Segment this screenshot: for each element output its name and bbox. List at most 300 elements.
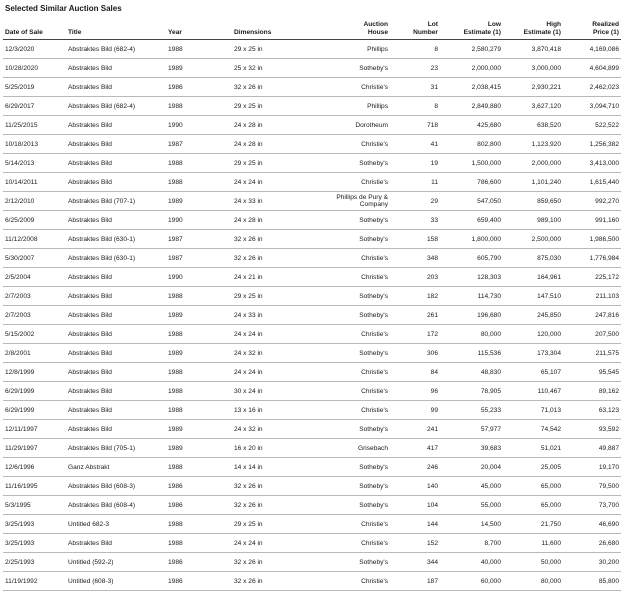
cell-lot-number: 144: [390, 515, 440, 534]
cell-low-estimate: 57,977: [440, 420, 503, 439]
cell-year: 1990: [166, 116, 232, 135]
col-header-realized-price: Realized Price (1): [563, 14, 621, 40]
cell-realized-price: 95,545: [563, 363, 621, 382]
cell-dimensions: 32 x 26 in: [232, 78, 327, 97]
cell-realized-price: 79,500: [563, 477, 621, 496]
cell-year: 1989: [166, 420, 232, 439]
cell-date: 2/25/1993: [3, 553, 66, 572]
cell-low-estimate: 8,700: [440, 534, 503, 553]
table-row: [3, 306, 621, 325]
cell-dimensions: 24 x 28 in: [232, 211, 327, 230]
cell-auction-house: Sotheby's: [327, 287, 390, 306]
table-row: [3, 458, 621, 477]
cell-auction-house: Sotheby's: [327, 553, 390, 572]
cell-lot-number: 306: [390, 344, 440, 363]
cell-high-estimate: 2,000,000: [503, 154, 563, 173]
cell-realized-price: 3,413,000: [563, 154, 621, 173]
table-row: [3, 230, 621, 249]
cell-lot-number: 8: [390, 97, 440, 116]
table-row: [3, 249, 621, 268]
cell-title: Abstraktes Bild: [66, 401, 166, 420]
table-row: [3, 401, 621, 420]
cell-title: Abstraktes Bild: [66, 135, 166, 154]
cell-lot-number: 158: [390, 230, 440, 249]
table-row: [3, 287, 621, 306]
cell-lot-number: 96: [390, 382, 440, 401]
cell-title: Abstraktes Bild (608-3): [66, 477, 166, 496]
cell-year: 1986: [166, 477, 232, 496]
table-row: [3, 192, 621, 211]
cell-realized-price: 207,500: [563, 325, 621, 344]
col-header-auction-house: Auction House: [327, 14, 390, 40]
cell-high-estimate: 875,030: [503, 249, 563, 268]
cell-low-estimate: 128,303: [440, 268, 503, 287]
cell-dimensions: 16 x 20 in: [232, 439, 327, 458]
cell-auction-house: Christie's: [327, 363, 390, 382]
cell-auction-house: Sotheby's: [327, 420, 390, 439]
table-row: [3, 420, 621, 439]
table-row: [3, 173, 621, 192]
cell-auction-house: Phillips de Pury & Company: [327, 192, 390, 211]
cell-dimensions: 30 x 24 in: [232, 382, 327, 401]
cell-date: 10/14/2011: [3, 173, 66, 192]
table-row: [3, 211, 621, 230]
cell-high-estimate: 74,542: [503, 420, 563, 439]
cell-realized-price: 46,690: [563, 515, 621, 534]
cell-date: 2/5/2004: [3, 268, 66, 287]
cell-realized-price: 247,816: [563, 306, 621, 325]
cell-title: Abstraktes Bild (682-4): [66, 97, 166, 116]
cell-auction-house: Sotheby's: [327, 477, 390, 496]
cell-date: 2/7/2003: [3, 306, 66, 325]
cell-year: 1988: [166, 325, 232, 344]
cell-high-estimate: 989,100: [503, 211, 563, 230]
cell-auction-house: Christie's: [327, 572, 390, 591]
cell-low-estimate: 39,683: [440, 439, 503, 458]
cell-realized-price: 2,462,023: [563, 78, 621, 97]
cell-auction-house: Sotheby's: [327, 211, 390, 230]
cell-auction-house: Christie's: [327, 534, 390, 553]
cell-low-estimate: 14,500: [440, 515, 503, 534]
cell-high-estimate: 120,000: [503, 325, 563, 344]
cell-date: 11/29/1997: [3, 439, 66, 458]
cell-lot-number: 11: [390, 173, 440, 192]
cell-auction-house: Christie's: [327, 78, 390, 97]
cell-auction-house: Christie's: [327, 173, 390, 192]
cell-year: 1989: [166, 192, 232, 211]
cell-year: 1989: [166, 439, 232, 458]
cell-dimensions: 24 x 32 in: [232, 420, 327, 439]
cell-low-estimate: 605,790: [440, 249, 503, 268]
cell-auction-house: Dorotheum: [327, 116, 390, 135]
cell-lot-number: 203: [390, 268, 440, 287]
cell-date: 11/19/1992: [3, 572, 66, 591]
cell-realized-price: 93,592: [563, 420, 621, 439]
cell-dimensions: 29 x 25 in: [232, 97, 327, 116]
cell-low-estimate: 55,233: [440, 401, 503, 420]
cell-dimensions: 24 x 24 in: [232, 173, 327, 192]
cell-date: 6/25/2009: [3, 211, 66, 230]
cell-high-estimate: 71,013: [503, 401, 563, 420]
cell-high-estimate: 65,000: [503, 496, 563, 515]
cell-auction-house: Christie's: [327, 382, 390, 401]
cell-lot-number: 99: [390, 401, 440, 420]
cell-low-estimate: 115,536: [440, 344, 503, 363]
cell-lot-number: 241: [390, 420, 440, 439]
cell-dimensions: 24 x 21 in: [232, 268, 327, 287]
cell-dimensions: 29 x 25 in: [232, 515, 327, 534]
cell-realized-price: 26,680: [563, 534, 621, 553]
cell-low-estimate: 1,800,000: [440, 230, 503, 249]
table-row: [3, 135, 621, 154]
cell-auction-house: Christie's: [327, 325, 390, 344]
cell-auction-house: Christie's: [327, 515, 390, 534]
cell-realized-price: 85,800: [563, 572, 621, 591]
table-row: [3, 40, 621, 59]
cell-lot-number: 41: [390, 135, 440, 154]
cell-year: 1988: [166, 401, 232, 420]
cell-date: 6/29/2017: [3, 97, 66, 116]
cell-date: 12/11/1997: [3, 420, 66, 439]
cell-lot-number: 8: [390, 40, 440, 59]
cell-low-estimate: 1,500,000: [440, 154, 503, 173]
cell-dimensions: 29 x 25 in: [232, 154, 327, 173]
cell-title: Untitled (592-2): [66, 553, 166, 572]
cell-realized-price: 1,776,984: [563, 249, 621, 268]
cell-date: 2/8/2001: [3, 344, 66, 363]
cell-dimensions: 24 x 24 in: [232, 325, 327, 344]
cell-auction-house: Sotheby's: [327, 230, 390, 249]
cell-date: 11/25/2015: [3, 116, 66, 135]
cell-high-estimate: 638,520: [503, 116, 563, 135]
cell-dimensions: 32 x 26 in: [232, 553, 327, 572]
cell-low-estimate: 55,000: [440, 496, 503, 515]
cell-title: Abstraktes Bild (630-1): [66, 230, 166, 249]
table-row: [3, 268, 621, 287]
cell-realized-price: 4,604,899: [563, 59, 621, 78]
cell-dimensions: 32 x 26 in: [232, 477, 327, 496]
cell-realized-price: 1,256,382: [563, 135, 621, 154]
cell-date: 5/30/2007: [3, 249, 66, 268]
cell-auction-house: Christie's: [327, 268, 390, 287]
cell-high-estimate: 173,304: [503, 344, 563, 363]
cell-title: Untitled 682-3: [66, 515, 166, 534]
cell-high-estimate: 80,000: [503, 572, 563, 591]
cell-date: 12/3/2020: [3, 40, 66, 59]
cell-lot-number: 29: [390, 192, 440, 211]
cell-year: 1986: [166, 572, 232, 591]
cell-realized-price: 49,887: [563, 439, 621, 458]
cell-dimensions: 24 x 33 in: [232, 306, 327, 325]
cell-realized-price: 225,172: [563, 268, 621, 287]
cell-auction-house: Christie's: [327, 249, 390, 268]
cell-lot-number: 187: [390, 572, 440, 591]
cell-realized-price: 522,522: [563, 116, 621, 135]
cell-title: Abstraktes Bild (630-1): [66, 249, 166, 268]
cell-low-estimate: 45,000: [440, 477, 503, 496]
auction-sales-table: [3, 14, 621, 591]
cell-auction-house: Sotheby's: [327, 496, 390, 515]
cell-low-estimate: 196,680: [440, 306, 503, 325]
cell-auction-house: Grisebach: [327, 439, 390, 458]
cell-realized-price: 211,103: [563, 287, 621, 306]
cell-realized-price: 1,615,440: [563, 173, 621, 192]
cell-date: 10/18/2013: [3, 135, 66, 154]
cell-high-estimate: 65,000: [503, 477, 563, 496]
table-row: [3, 78, 621, 97]
cell-lot-number: 182: [390, 287, 440, 306]
cell-high-estimate: 2,930,221: [503, 78, 563, 97]
cell-dimensions: 29 x 25 in: [232, 40, 327, 59]
table-row: [3, 363, 621, 382]
cell-date: 5/25/2019: [3, 78, 66, 97]
cell-title: Abstraktes Bild: [66, 116, 166, 135]
cell-auction-house: Sotheby's: [327, 154, 390, 173]
cell-year: 1988: [166, 363, 232, 382]
cell-realized-price: 19,170: [563, 458, 621, 477]
cell-low-estimate: 48,830: [440, 363, 503, 382]
col-header-title: Title: [66, 14, 166, 40]
cell-high-estimate: 110,467: [503, 382, 563, 401]
cell-year: 1988: [166, 458, 232, 477]
cell-dimensions: 24 x 28 in: [232, 135, 327, 154]
table-row: [3, 572, 621, 591]
cell-date: 5/14/2013: [3, 154, 66, 173]
cell-auction-house: Phillips: [327, 97, 390, 116]
cell-high-estimate: 25,005: [503, 458, 563, 477]
cell-dimensions: 32 x 26 in: [232, 249, 327, 268]
cell-year: 1988: [166, 534, 232, 553]
cell-low-estimate: 78,905: [440, 382, 503, 401]
cell-high-estimate: 2,500,000: [503, 230, 563, 249]
cell-realized-price: 30,200: [563, 553, 621, 572]
cell-realized-price: 73,700: [563, 496, 621, 515]
cell-auction-house: Sotheby's: [327, 458, 390, 477]
table-row: [3, 515, 621, 534]
cell-date: 2/7/2003: [3, 287, 66, 306]
cell-realized-price: 4,169,086: [563, 40, 621, 59]
cell-year: 1989: [166, 344, 232, 363]
cell-high-estimate: 147,510: [503, 287, 563, 306]
cell-year: 1988: [166, 97, 232, 116]
cell-auction-house: Christie's: [327, 401, 390, 420]
cell-dimensions: 32 x 26 in: [232, 230, 327, 249]
cell-title: Abstraktes Bild (707-1): [66, 192, 166, 211]
cell-high-estimate: 859,650: [503, 192, 563, 211]
table-body: [3, 40, 621, 591]
cell-lot-number: 246: [390, 458, 440, 477]
cell-high-estimate: 1,123,920: [503, 135, 563, 154]
cell-date: 5/3/1995: [3, 496, 66, 515]
cell-dimensions: 24 x 24 in: [232, 534, 327, 553]
table-row: [3, 116, 621, 135]
cell-date: 3/25/1993: [3, 515, 66, 534]
cell-lot-number: 19: [390, 154, 440, 173]
cell-low-estimate: 425,680: [440, 116, 503, 135]
cell-year: 1988: [166, 382, 232, 401]
cell-high-estimate: 3,627,120: [503, 97, 563, 116]
cell-year: 1987: [166, 135, 232, 154]
cell-low-estimate: 40,000: [440, 553, 503, 572]
table-row: [3, 59, 621, 78]
cell-low-estimate: 20,004: [440, 458, 503, 477]
cell-year: 1987: [166, 230, 232, 249]
cell-dimensions: 32 x 26 in: [232, 496, 327, 515]
cell-dimensions: 24 x 33 in: [232, 192, 327, 211]
cell-dimensions: 24 x 32 in: [232, 344, 327, 363]
cell-year: 1988: [166, 173, 232, 192]
cell-title: Abstraktes Bild: [66, 420, 166, 439]
cell-high-estimate: 3,870,418: [503, 40, 563, 59]
cell-year: 1986: [166, 78, 232, 97]
cell-dimensions: 25 x 32 in: [232, 59, 327, 78]
table-row: [3, 325, 621, 344]
cell-title: Abstraktes Bild: [66, 534, 166, 553]
cell-year: 1989: [166, 306, 232, 325]
cell-year: 1987: [166, 249, 232, 268]
cell-date: 3/25/1993: [3, 534, 66, 553]
table-row: [3, 382, 621, 401]
cell-lot-number: 140: [390, 477, 440, 496]
cell-lot-number: 417: [390, 439, 440, 458]
table-row: [3, 97, 621, 116]
cell-title: Abstraktes Bild: [66, 382, 166, 401]
cell-title: Abstraktes Bild (608-4): [66, 496, 166, 515]
col-header-lot-number: Lot Number: [390, 14, 440, 40]
cell-date: 5/15/2002: [3, 325, 66, 344]
cell-auction-house: Christie's: [327, 135, 390, 154]
cell-high-estimate: 1,101,240: [503, 173, 563, 192]
cell-date: 10/28/2020: [3, 59, 66, 78]
cell-low-estimate: 60,000: [440, 572, 503, 591]
cell-low-estimate: 786,600: [440, 173, 503, 192]
cell-title: Abstraktes Bild: [66, 154, 166, 173]
table-header-row: [3, 14, 621, 40]
cell-date: 12/8/1999: [3, 363, 66, 382]
cell-high-estimate: 51,021: [503, 439, 563, 458]
cell-lot-number: 152: [390, 534, 440, 553]
cell-year: 1986: [166, 553, 232, 572]
cell-title: Abstraktes Bild: [66, 173, 166, 192]
cell-title: Abstraktes Bild: [66, 306, 166, 325]
cell-auction-house: Sotheby's: [327, 344, 390, 363]
cell-low-estimate: 2,038,415: [440, 78, 503, 97]
cell-high-estimate: 21,750: [503, 515, 563, 534]
cell-dimensions: 13 x 16 in: [232, 401, 327, 420]
cell-realized-price: 1,986,500: [563, 230, 621, 249]
cell-low-estimate: 659,400: [440, 211, 503, 230]
cell-dimensions: 29 x 25 in: [232, 287, 327, 306]
cell-year: 1988: [166, 40, 232, 59]
cell-realized-price: 991,160: [563, 211, 621, 230]
cell-low-estimate: 2,000,000: [440, 59, 503, 78]
table-row: [3, 154, 621, 173]
cell-lot-number: 23: [390, 59, 440, 78]
cell-title: Untitled (608-3): [66, 572, 166, 591]
col-header-date: Date of Sale: [3, 14, 66, 40]
cell-lot-number: 344: [390, 553, 440, 572]
cell-dimensions: 24 x 24 in: [232, 363, 327, 382]
cell-title: Abstraktes Bild: [66, 78, 166, 97]
cell-lot-number: 261: [390, 306, 440, 325]
cell-lot-number: 31: [390, 78, 440, 97]
cell-auction-house: Sotheby's: [327, 306, 390, 325]
cell-lot-number: 348: [390, 249, 440, 268]
cell-year: 1990: [166, 268, 232, 287]
cell-title: Abstraktes Bild: [66, 344, 166, 363]
cell-dimensions: 32 x 26 in: [232, 572, 327, 591]
cell-low-estimate: 547,050: [440, 192, 503, 211]
cell-date: 11/16/1995: [3, 477, 66, 496]
cell-high-estimate: 164,961: [503, 268, 563, 287]
cell-year: 1988: [166, 287, 232, 306]
cell-year: 1988: [166, 515, 232, 534]
cell-lot-number: 104: [390, 496, 440, 515]
col-header-dimensions: Dimensions: [232, 14, 327, 40]
table-row: [3, 496, 621, 515]
cell-date: 2/12/2010: [3, 192, 66, 211]
cell-low-estimate: 2,849,880: [440, 97, 503, 116]
col-header-low-estimate: Low Estimate (1): [440, 14, 503, 40]
cell-high-estimate: 245,850: [503, 306, 563, 325]
cell-title: Abstraktes Bild: [66, 287, 166, 306]
cell-title: Abstraktes Bild (705-1): [66, 439, 166, 458]
cell-year: 1988: [166, 154, 232, 173]
cell-year: 1986: [166, 496, 232, 515]
cell-year: 1989: [166, 59, 232, 78]
cell-title: Abstraktes Bild: [66, 211, 166, 230]
cell-high-estimate: 65,107: [503, 363, 563, 382]
cell-realized-price: 3,094,710: [563, 97, 621, 116]
table-row: [3, 553, 621, 572]
cell-lot-number: 33: [390, 211, 440, 230]
cell-lot-number: 84: [390, 363, 440, 382]
cell-low-estimate: 802,800: [440, 135, 503, 154]
cell-high-estimate: 3,000,000: [503, 59, 563, 78]
cell-auction-house: Phillips: [327, 40, 390, 59]
cell-lot-number: 718: [390, 116, 440, 135]
cell-low-estimate: 2,580,279: [440, 40, 503, 59]
table-row: [3, 344, 621, 363]
cell-auction-house: Sotheby's: [327, 59, 390, 78]
table-row: [3, 439, 621, 458]
col-header-high-estimate: High Estimate (1): [503, 14, 563, 40]
cell-title: Abstraktes Bild: [66, 59, 166, 78]
cell-realized-price: 211,575: [563, 344, 621, 363]
cell-dimensions: 14 x 14 in: [232, 458, 327, 477]
cell-lot-number: 172: [390, 325, 440, 344]
col-header-year: Year: [166, 14, 232, 40]
cell-realized-price: 992,270: [563, 192, 621, 211]
cell-high-estimate: 50,000: [503, 553, 563, 572]
cell-date: 12/6/1996: [3, 458, 66, 477]
cell-low-estimate: 80,000: [440, 325, 503, 344]
table-row: [3, 477, 621, 496]
cell-title: Abstraktes Bild: [66, 325, 166, 344]
cell-title: Abstraktes Bild: [66, 268, 166, 287]
cell-date: 6/29/1999: [3, 382, 66, 401]
cell-title: Ganz Abstrakt: [66, 458, 166, 477]
cell-year: 1990: [166, 211, 232, 230]
cell-title: Abstraktes Bild (682-4): [66, 40, 166, 59]
cell-realized-price: 63,123: [563, 401, 621, 420]
cell-dimensions: 24 x 28 in: [232, 116, 327, 135]
cell-date: 6/29/1999: [3, 401, 66, 420]
cell-high-estimate: 11,600: [503, 534, 563, 553]
table-row: [3, 534, 621, 553]
cell-realized-price: 89,162: [563, 382, 621, 401]
cell-date: 11/12/2008: [3, 230, 66, 249]
